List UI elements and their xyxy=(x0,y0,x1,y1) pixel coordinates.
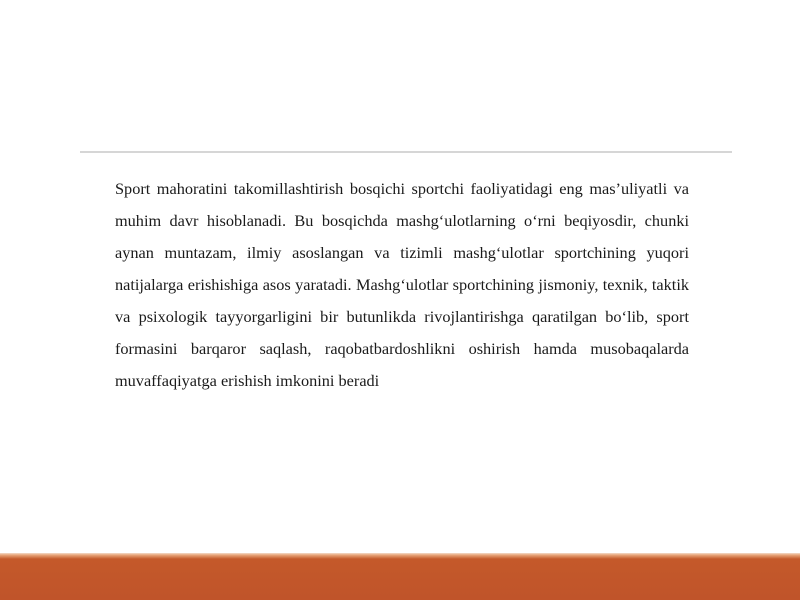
body-paragraph: Sport mahoratini takomillashtirish bosqichi sportchi faoliyatidagi eng mas’uliyatli va muhim davr hisoblanadi. Bu bosqichda mashg‘ulotlarning o‘rni beqiyosdir, chunki aynan muntazam, ilmiy asoslangan va tizimli mashg‘ulotlar sportchining yuqori natijalarga erishishiga asos yaratadi. Mashg‘ulotlar sportchining jismoniy, texnik, taktik va psixologik tayyorgarligini bir butunlikda rivojlantirishga qaratilgan bo‘lib, sport formasini barqaror saqlash, raqobatbardoshlikni oshirish hamda musobaqalarda muvaffaqiyatga erishish imkonini beradi xyxy=(115,179,689,390)
title-divider-line xyxy=(80,151,732,153)
footer-band xyxy=(0,553,800,600)
